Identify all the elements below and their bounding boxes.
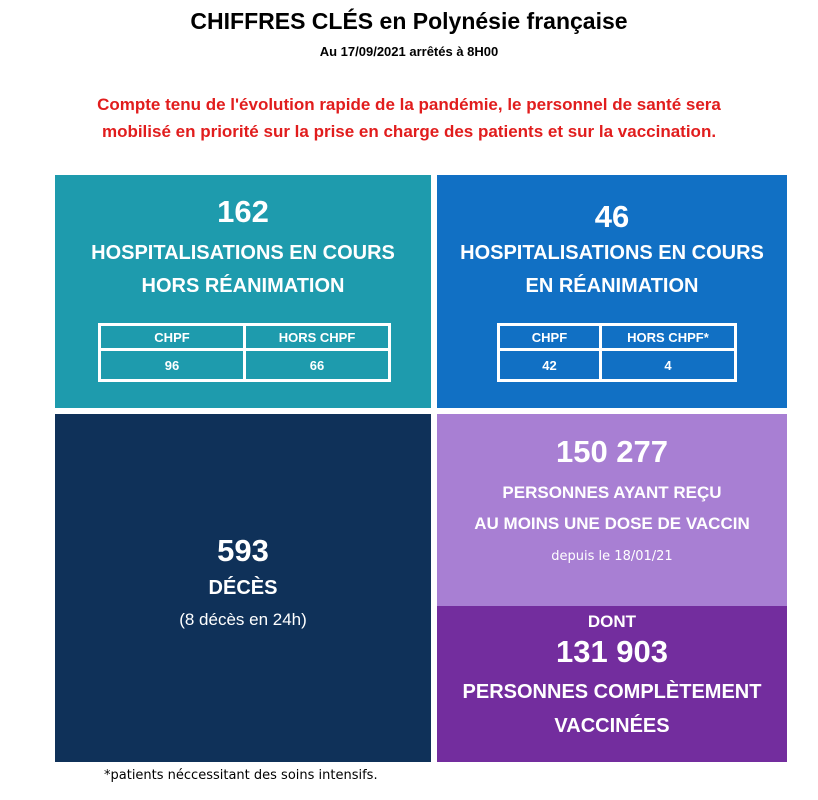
vaccin-dose-label-line-1: PERSONNES AYANT REÇU xyxy=(502,483,722,502)
table-row xyxy=(499,350,736,381)
table-cell: 66 xyxy=(245,350,390,381)
vaccin-dose-value: 150 277 xyxy=(555,434,669,469)
table-header-row xyxy=(499,325,736,350)
alert-message xyxy=(40,91,778,145)
vaccin-dose-label xyxy=(437,477,787,539)
deces-value: 593 xyxy=(217,533,269,568)
table-header-cell: CHPF xyxy=(499,325,601,350)
vaccin-dose-since: depuis le 18/01/21 xyxy=(551,549,673,564)
hosp-hors-rea-label xyxy=(55,237,431,303)
deces-note: (8 décès en 24h) xyxy=(179,610,307,629)
table-row xyxy=(100,350,390,381)
deces-label: DÉCÈS xyxy=(208,577,278,599)
deces-tile xyxy=(55,414,431,762)
table-header-cell: HORS CHPF* xyxy=(600,325,735,350)
hosp-hors-rea-value: 162 xyxy=(217,194,269,229)
vaccin-complet-label-line-1: PERSONNES COMPLÈTEMENT xyxy=(462,681,762,703)
footnote: *patients néccessitant des soins intensifs. xyxy=(104,768,378,783)
vaccin-complet-tile xyxy=(437,606,787,762)
hosp-rea-value: 46 xyxy=(594,199,630,234)
alert-line-1: Compte tenu de l'évolution rapide de la pandémie, le personnel de santé sera xyxy=(97,95,721,114)
table-header-cell: HORS CHPF xyxy=(245,325,390,350)
table-cell: 4 xyxy=(600,350,735,381)
vaccin-complet-value: 131 903 xyxy=(555,634,669,669)
hosp-rea-label-line-2: EN RÉANIMATION xyxy=(525,275,699,297)
vaccin-complet-label-line-2: VACCINÉES xyxy=(554,715,670,737)
vaccin-dose-tile xyxy=(437,414,787,606)
vaccin-dose-label-line-2: AU MOINS UNE DOSE DE VACCIN xyxy=(474,514,750,533)
hosp-hors-rea-label-line-1: HOSPITALISATIONS EN COURS xyxy=(91,242,395,264)
vaccin-complet-prefix: DONT xyxy=(587,612,637,631)
table-header-cell: CHPF xyxy=(100,325,245,350)
hosp-rea-table xyxy=(497,323,737,382)
table-cell: 42 xyxy=(499,350,601,381)
hosp-hors-rea-label-line-2: HORS RÉANIMATION xyxy=(141,275,345,297)
hosp-rea-tile xyxy=(437,175,787,408)
vaccin-complet-label xyxy=(437,675,787,743)
hosp-rea-label xyxy=(437,237,787,303)
page-title: CHIFFRES CLÉS en Polynésie française xyxy=(190,8,628,34)
hosp-hors-rea-tile xyxy=(55,175,431,408)
hosp-rea-label-line-1: HOSPITALISATIONS EN COURS xyxy=(460,242,764,264)
table-header-row xyxy=(100,325,390,350)
table-cell: 96 xyxy=(100,350,245,381)
hosp-hors-rea-table xyxy=(98,323,391,382)
page-subtitle: Au 17/09/2021 arrêtés à 8H00 xyxy=(319,44,499,59)
alert-line-2: mobilisé en priorité sur la prise en charge des patients et sur la vaccination. xyxy=(101,122,717,141)
